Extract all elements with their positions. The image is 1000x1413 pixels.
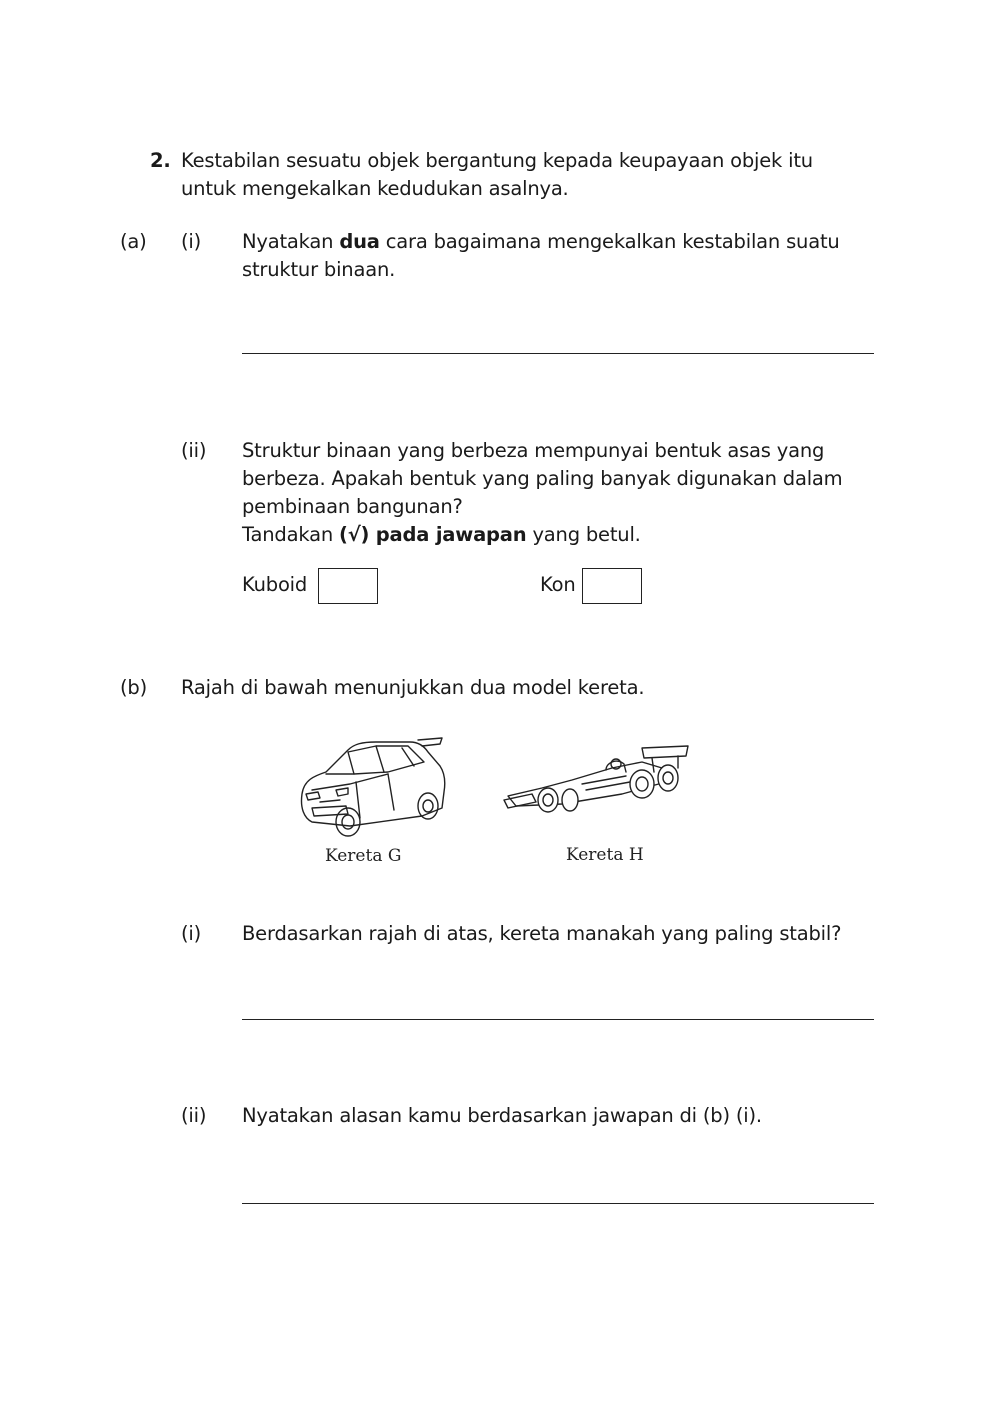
question-stem-line-2: untuk mengekalkan kedudukan asalnya. xyxy=(181,177,569,200)
option-kuboid-label: Kuboid xyxy=(242,573,308,596)
option-kuboid-checkbox[interactable] xyxy=(318,568,378,604)
part-b-label: (b) xyxy=(120,676,147,699)
part-a-i-question-line-2: struktur binaan. xyxy=(242,258,396,281)
part-a-ii-question-line-2: berbeza. Apakah bentuk yang paling banyak digunakan dalam xyxy=(242,467,843,490)
answer-line-b-ii[interactable] xyxy=(242,1203,874,1204)
part-a-ii-question-line-3: pembinaan bangunan? xyxy=(242,495,463,518)
part-b-intro: Rajah di bawah menunjukkan dua model kereta. xyxy=(181,676,645,699)
answer-line-b-i[interactable] xyxy=(242,1019,874,1020)
answer-line-a-i[interactable] xyxy=(242,353,874,354)
caption-kereta-h: Kereta H xyxy=(566,845,644,865)
part-b-i-label: (i) xyxy=(181,922,202,945)
part-b-ii-label: (ii) xyxy=(181,1104,207,1127)
part-b-ii-question: Nyatakan alasan kamu berdasarkan jawapan di (b) (i). xyxy=(242,1104,762,1127)
part-b-i-question: Berdasarkan rajah di atas, kereta manakah yang paling stabil? xyxy=(242,922,842,945)
question-number: 2. xyxy=(150,149,171,172)
caption-kereta-g: Kereta G xyxy=(325,846,402,866)
race-car-illustration xyxy=(502,738,694,818)
option-kon-checkbox[interactable] xyxy=(582,568,642,604)
part-a-ii-instruction: Tandakan (√) pada jawapan yang betul. xyxy=(242,523,641,546)
question-stem-line-1: Kestabilan sesuatu objek bergantung kepada keupayaan objek itu xyxy=(181,149,813,172)
part-a-ii-question-line-1: Struktur binaan yang berbeza mempunyai bentuk asas yang xyxy=(242,439,825,462)
part-a-ii-label: (ii) xyxy=(181,439,207,462)
option-kon-label: Kon xyxy=(540,573,576,596)
part-a-i-label: (i) xyxy=(181,230,202,253)
part-a-i-question-line-1: Nyatakan dua cara bagaimana mengekalkan kestabilan suatu xyxy=(242,230,840,253)
sedan-car-illustration xyxy=(290,722,450,846)
part-a-label: (a) xyxy=(120,230,147,253)
